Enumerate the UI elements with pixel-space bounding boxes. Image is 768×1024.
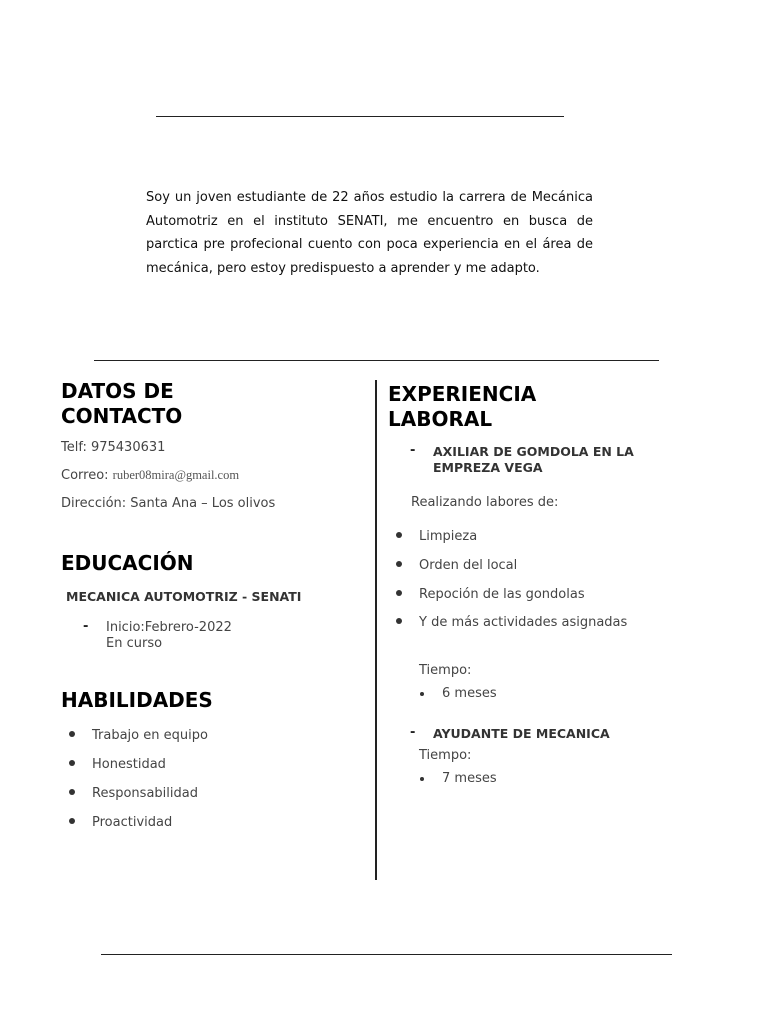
bottom-divider: [101, 954, 672, 955]
bullet-icon: [69, 789, 75, 795]
skill-item: Proactividad: [92, 815, 173, 830]
task-item: Y de más actividades asignadas: [419, 615, 628, 630]
experience-heading: [388, 382, 536, 432]
experience-heading-line2: LABORAL: [388, 407, 493, 431]
education-program: MECANICA AUTOMOTRIZ - SENATI: [66, 589, 302, 604]
bullet-icon: [420, 777, 424, 781]
job1-title-line2: EMPREZA VEGA: [433, 460, 543, 475]
job1-time-label: Tiempo:: [419, 663, 472, 678]
phone-text: Telf: 975430631: [61, 440, 166, 455]
section-divider: [94, 360, 659, 361]
job2-title: AYUDANTE DE MECANICA: [433, 726, 610, 741]
bullet-icon: [69, 818, 75, 824]
bullet-icon: [420, 692, 424, 696]
bullet-icon: [396, 618, 402, 624]
job1-dash: -: [410, 443, 416, 458]
skills-heading: HABILIDADES: [61, 688, 213, 712]
top-divider: [156, 116, 564, 117]
job2-time-label: Tiempo:: [419, 748, 472, 763]
contact-heading-line2: CONTACTO: [61, 404, 183, 428]
education-start: Inicio:Febrero-2022: [106, 620, 232, 635]
email-link[interactable]: ruber08mira@gmail.com: [112, 468, 240, 482]
job1-tasks-intro: Realizando labores de:: [411, 495, 559, 510]
email-label: Correo:: [61, 468, 113, 483]
bullet-icon: [396, 590, 402, 596]
education-dash: -: [83, 619, 89, 634]
job1-time-value: 6 meses: [442, 686, 497, 701]
bullet-icon: [69, 731, 75, 737]
skill-item: Honestidad: [92, 757, 166, 772]
column-divider: [375, 380, 377, 880]
bullet-icon: [396, 561, 402, 567]
bullet-icon: [69, 760, 75, 766]
education-heading: EDUCACIÓN: [61, 551, 194, 575]
email-line: [61, 468, 239, 483]
task-item: Limpieza: [419, 529, 478, 544]
address-text: Dirección: Santa Ana – Los olivos: [61, 496, 276, 511]
profile-summary: Soy un joven estudiante de 22 años estudio la carrera de Mecánica Automotriz en el instituto SENATI, me encuentro en busca de parctica pre profecional cuento con poca experiencia en el área de mecánica, pero estoy predispuesto a aprender y me adapto.: [146, 190, 593, 276]
contact-heading-line1: DATOS DE: [61, 379, 174, 403]
contact-heading: [61, 379, 182, 429]
bullet-icon: [396, 532, 402, 538]
task-item: Orden del local: [419, 558, 518, 573]
skill-item: Responsabilidad: [92, 786, 198, 801]
skill-item: Trabajo en equipo: [92, 728, 208, 743]
experience-heading-line1: EXPERIENCIA: [388, 382, 537, 406]
job1-title-line1: AXILIAR DE GOMDOLA EN LA: [433, 444, 634, 459]
job2-time-value: 7 meses: [442, 771, 497, 786]
task-item: Repoción de las gondolas: [419, 587, 585, 602]
job2-dash: -: [410, 725, 416, 740]
education-status: En curso: [106, 636, 163, 651]
